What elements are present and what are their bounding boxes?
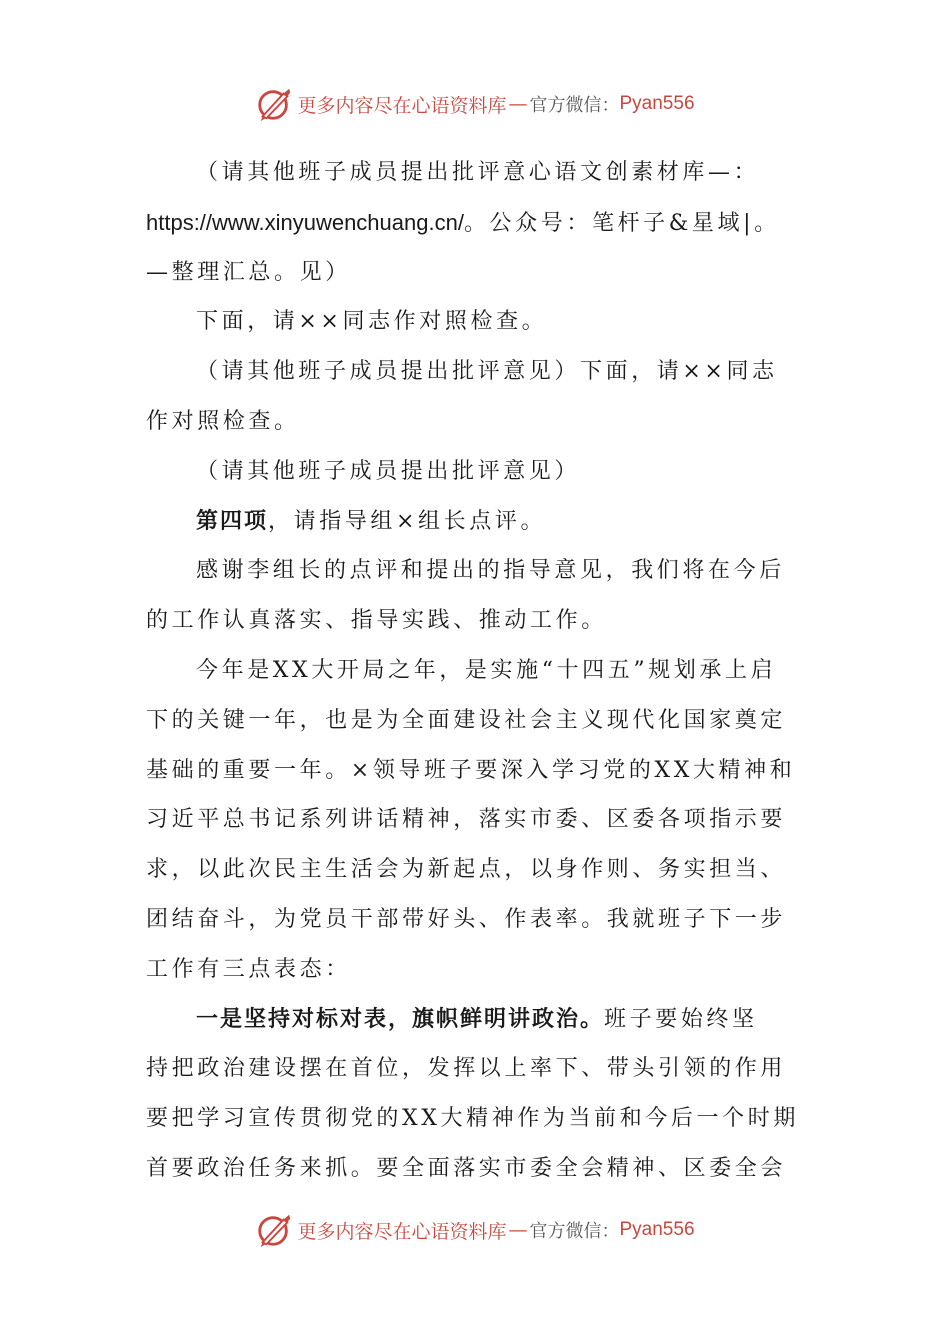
- text-line: 今年是XX大开局之年，是实施“十四五”规划承上启: [196, 657, 777, 683]
- site-name: 更多内容尽在心语资料库: [297, 94, 507, 117]
- text-line: 习近平总书记系列讲话精神，落实市委、区委各项指示要: [146, 807, 787, 833]
- banner-dash: —: [508, 93, 528, 115]
- text-line: 工作有三点表态：: [146, 956, 351, 982]
- text-line: [146, 198, 806, 248]
- text-line: （请其他班子成员提出批评意见）下面，请××同志: [196, 359, 778, 385]
- footer-banner: [0, 1210, 950, 1250]
- text-line: 下的关键一年，也是为全面建设社会主义现代化国家奠定: [146, 707, 787, 733]
- website-url: https://www.xinyuwenchuang.cn/: [146, 209, 464, 235]
- text-line: 求，以此次民主生活会为新起点，以身作则、务实担当、: [146, 857, 787, 883]
- wechat-label: 官方微信：: [529, 95, 620, 116]
- text-line: 的工作认真落实、指导实践、推动工作。: [146, 608, 607, 634]
- document-body: [146, 148, 806, 1194]
- header-banner: [0, 84, 950, 124]
- text-span: 班子要始终坚: [604, 1006, 758, 1032]
- text-line: 作对照检查。: [146, 408, 300, 434]
- text-line: —整理汇总。见）: [146, 259, 351, 285]
- point-heading: 一是坚持对标对表，旗帜鲜明讲政治。: [196, 1005, 605, 1032]
- text-span: 。公众号：笔杆子&星域|。: [463, 210, 780, 236]
- wechat-id: Pyan556: [619, 1219, 695, 1240]
- text-line: 首要政治任务来抓。要全面落实市委全会精神、区委全会: [146, 1155, 787, 1181]
- text-line: （请其他班子成员提出批评意心语文创素材库—：: [196, 160, 760, 185]
- text-line: [146, 497, 806, 547]
- text-line: 团结奋斗，为党员干部带好头、作表率。我就班子下一步: [146, 906, 787, 932]
- section-heading: 第四项: [196, 507, 269, 534]
- text-line: 要把学习宣传贯彻党的XX大精神作为当前和今后一个时期: [146, 1106, 799, 1132]
- text-line: （请其他班子成员提出批评意见）: [196, 458, 581, 484]
- text-line: 基础的重要一年。×领导班子要深入学习党的XX大精神和: [146, 757, 796, 783]
- text-span: ，请指导组×组长点评。: [268, 508, 547, 534]
- text-line: [146, 995, 806, 1045]
- wechat-id: Pyan556: [619, 93, 695, 114]
- text-line: 持把政治建设摆在首位，发挥以上率下、带头引领的作用: [146, 1056, 787, 1082]
- pen-circle-logo-icon: [255, 1211, 293, 1249]
- text-line: 感谢李组长的点评和提出的指导意见，我们将在今后: [196, 558, 785, 584]
- banner-dash: —: [508, 1219, 528, 1241]
- pen-circle-logo-icon: [255, 85, 293, 123]
- site-name: 更多内容尽在心语资料库: [297, 1220, 507, 1243]
- text-line: 下面，请××同志作对照检查。: [196, 309, 548, 335]
- wechat-label: 官方微信：: [529, 1221, 620, 1242]
